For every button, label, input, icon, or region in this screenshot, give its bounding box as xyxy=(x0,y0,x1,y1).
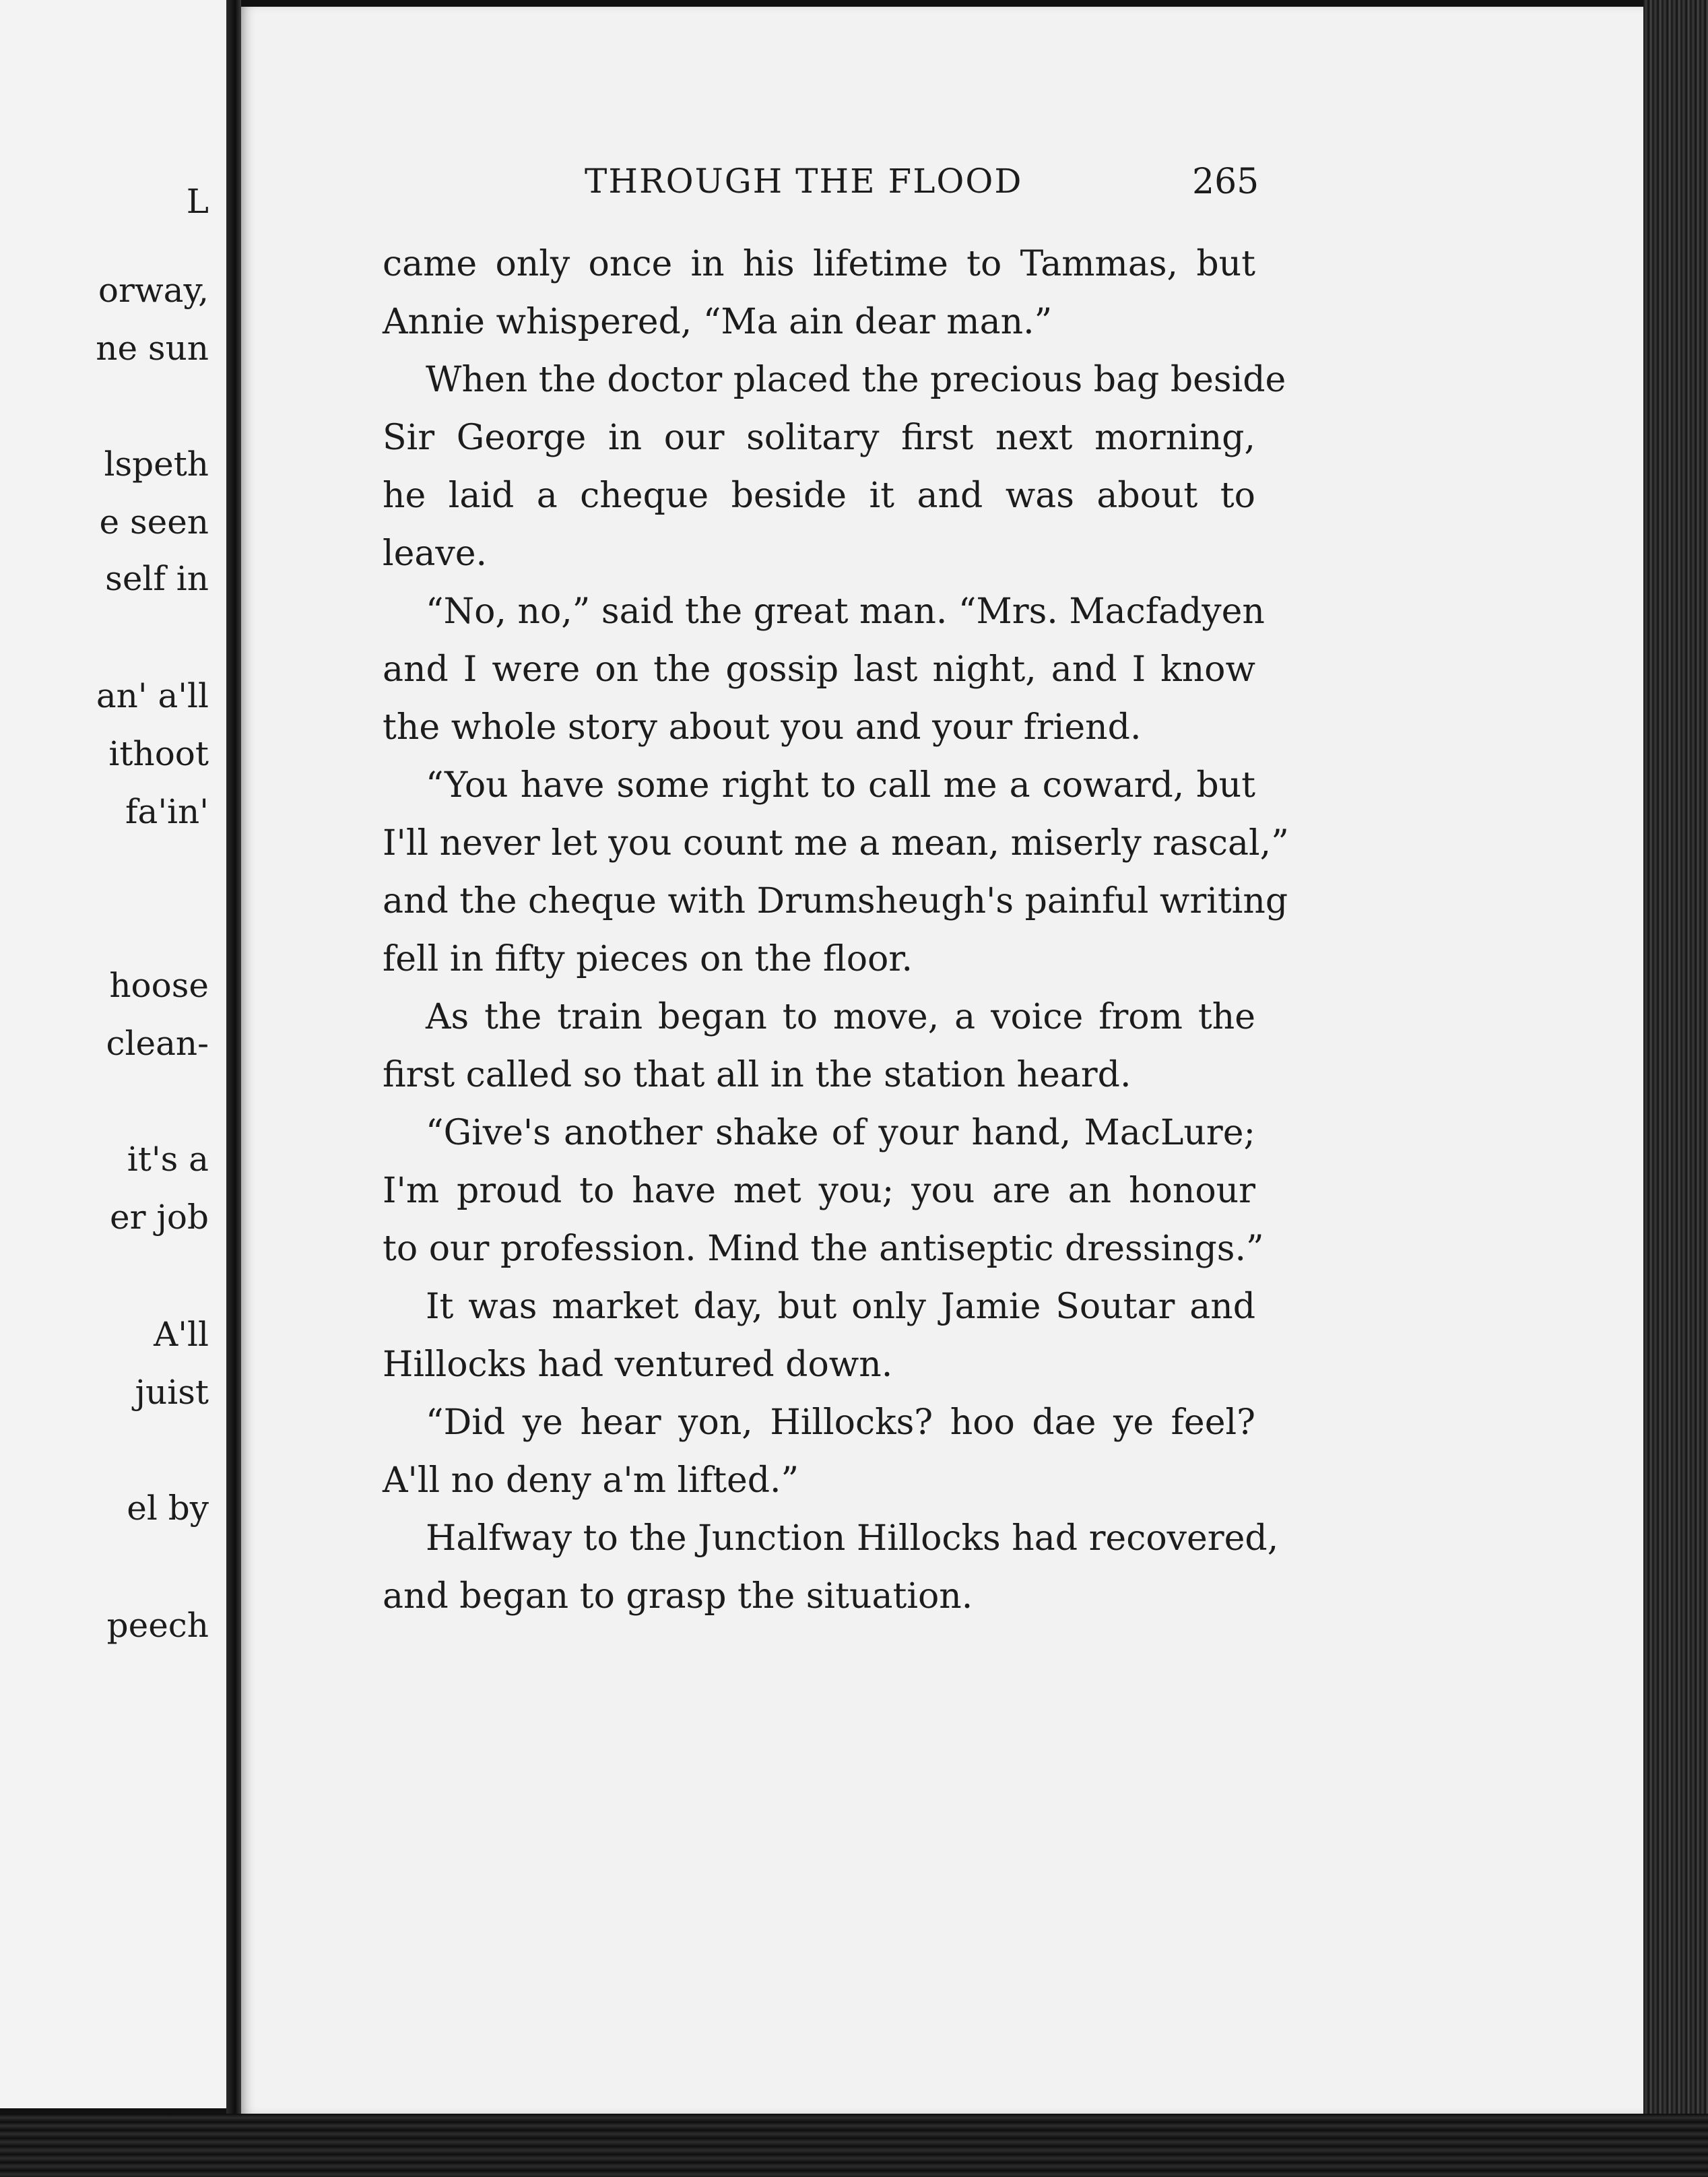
text-line: “You have some right to call me a coward, but xyxy=(426,765,1255,806)
left-fragment: hoose xyxy=(109,966,209,1005)
book-gutter xyxy=(226,0,241,2142)
left-fragment: it's a xyxy=(127,1140,209,1179)
text-line: and I were on the gossip last night, and I know xyxy=(383,649,1255,690)
running-head: THROUGH THE FLOOD xyxy=(585,162,1023,201)
text-line: I'll never let you count me a mean, miserly rascal,” xyxy=(383,823,1289,864)
page-edge xyxy=(1643,0,1708,2177)
left-fragment: lspeth xyxy=(104,445,209,484)
text-line: When the doctor placed the precious bag beside xyxy=(426,360,1286,400)
left-fragment: an' a'll xyxy=(96,676,209,715)
text-line: As the train began to move, a voice from the xyxy=(426,997,1255,1037)
text-line: first called so that all in the station heard. xyxy=(383,1055,1131,1095)
left-fragment: er job xyxy=(110,1198,209,1237)
text-line: to our profession. Mind the antiseptic dressings.” xyxy=(383,1229,1264,1269)
left-fragment: e seen xyxy=(99,502,209,542)
text-line: fell in fifty pieces on the floor. xyxy=(383,939,913,979)
text-line: Hillocks had ventured down. xyxy=(383,1344,893,1385)
left-fragment: orway, xyxy=(98,271,209,310)
text-line: It was market day, but only Jamie Soutar and xyxy=(426,1287,1255,1327)
bottom-edge xyxy=(0,2114,1708,2177)
page-number: 265 xyxy=(1192,162,1259,202)
left-fragment: el by xyxy=(127,1489,209,1528)
left-fragment: ithoot xyxy=(108,734,209,773)
left-fragment: self in xyxy=(105,559,209,598)
text-line: “Give's another shake of your hand, MacLure; xyxy=(426,1113,1255,1153)
text-line: came only once in his lifetime to Tammas, but xyxy=(383,244,1255,284)
text-line: and began to grasp the situation. xyxy=(383,1576,973,1617)
left-fragment: fa'in' xyxy=(125,792,209,831)
text-line: Sir George in our solitary first next morning, xyxy=(383,418,1255,458)
left-fragment: A'll xyxy=(154,1315,209,1354)
left-fragment: L xyxy=(186,182,209,221)
left-fragment: peech xyxy=(106,1606,209,1645)
text-line: and the cheque with Drumsheugh's painful writing xyxy=(383,881,1288,921)
text-line: “No, no,” said the great man. “Mrs. Macfadyen xyxy=(426,591,1265,632)
text-line: leave. xyxy=(383,533,488,574)
text-line: I'm proud to have met you; you are an honour xyxy=(383,1171,1255,1211)
text-line: Halfway to the Junction Hillocks had recovered, xyxy=(426,1518,1279,1559)
previous-page-fragment xyxy=(0,0,226,2108)
text-line: the whole story about you and your friend. xyxy=(383,707,1142,748)
text-line: Annie whispered, “Ma ain dear man.” xyxy=(383,302,1053,342)
left-fragment: clean- xyxy=(106,1024,209,1063)
left-fragment: juist xyxy=(135,1373,209,1412)
text-line: he laid a cheque beside it and was about to xyxy=(383,476,1255,516)
left-fragment: ne sun xyxy=(96,329,209,368)
text-line: A'll no deny a'm lifted.” xyxy=(383,1460,799,1501)
text-line: “Did ye hear yon, Hillocks? hoo dae ye feel? xyxy=(426,1402,1255,1443)
